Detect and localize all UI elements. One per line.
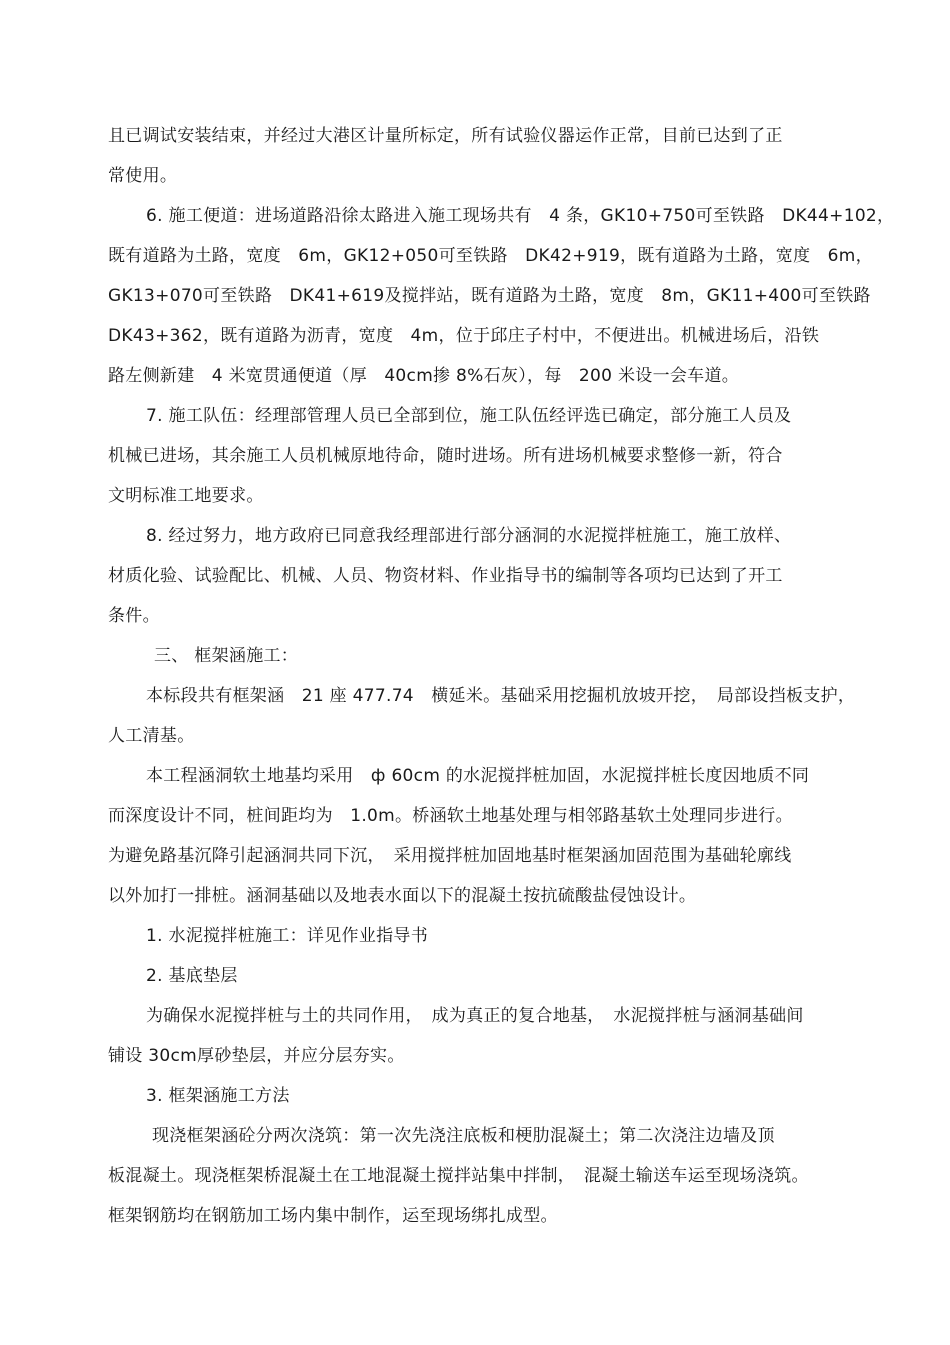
subheading: 3. 框架涵施工方法 [146,1086,290,1106]
text-line: 路左侧新建 4 米宽贯通便道（厚 40cm掺 8%石灰），每 200 米设一会车道。 [108,366,740,386]
text-line: 8. 经过努力，地方政府已同意我经理部进行部分涵洞的水泥搅拌桩施工，施工放样、 [146,526,792,546]
text-line: 人工清基。 [108,726,195,746]
text-line: 机械已进场，其余施工人员机械原地待命，随时进场。所有进场机械要求整修一新，符合 [108,446,783,466]
text-line: 铺设 30cm厚砂垫层，并应分层夯实。 [108,1046,405,1066]
text-line: 常使用。 [108,166,178,186]
text-line: 既有道路为土路，宽度 6m，GK12+050可至铁路 DK42+919，既有道路为土路，宽度 6m， [108,246,873,266]
text-line: 且已调试安装结束，并经过大港区计量所标定，所有试验仪器运作正常，目前已达到了正 [108,126,783,146]
text-line: 6. 施工便道：进场道路沿徐太路进入施工现场共有 4 条，GK10+750可至铁路 DK44+102， [146,206,895,226]
text-line: 本标段共有框架涵 21 座 477.74 横延米。基础采用挖掘机放坡开挖， 局部设挡板支护， [146,686,856,706]
text-line: 现浇框架涵砼分两次浇筑：第一次先浇注底板和梗肋混凝土；第二次浇注边墙及顶 [152,1126,775,1146]
text-line: GK13+070可至铁路 DK41+619及搅拌站，既有道路为土路，宽度 8m，GK11+400可至铁路 [108,286,871,306]
text-line: 为确保水泥搅拌桩与土的共同作用， 成为真正的复合地基， 水泥搅拌桩与涵洞基础间 [146,1006,804,1026]
text-line: 7. 施工队伍：经理部管理人员已全部到位，施工队伍经评选已确定，部分施工人员及 [146,406,792,426]
section-heading: 三、 框架涵施工： [154,646,299,666]
text-line: 板混凝土。现浇框架桥混凝土在工地混凝土搅拌站集中拌制， 混凝土输送车运至现场浇筑。 [108,1166,809,1186]
text-line: 本工程涵洞软土地基均采用 ф 60cm 的水泥搅拌桩加固，水泥搅拌桩长度因地质不同 [146,766,810,786]
text-line: 以外加打一排桩。涵洞基础以及地表水面以下的混凝土按抗硫酸盐侵蚀设计。 [108,886,697,906]
text-line: 而深度设计不同，桩间距均为 1.0m。桥涵软土地基处理与相邻路基软土处理同步进行。 [108,806,793,826]
text-line: 为避免路基沉降引起涵洞共同下沉， 采用搅拌桩加固地基时框架涵加固范围为基础轮廓线 [108,846,792,866]
subheading: 1. 水泥搅拌桩施工：详见作业指导书 [146,926,429,946]
text-line: 条件。 [108,606,160,626]
text-line: 文明标准工地要求。 [108,486,264,506]
text-line: DK43+362，既有道路为沥青，宽度 4m，位于邱庄子村中，不便进出。机械进场后，沿铁 [108,326,820,346]
subheading: 2. 基底垫层 [146,966,238,986]
text-line: 框架钢筋均在钢筋加工场内集中制作，运至现场绑扎成型。 [108,1206,558,1226]
text-line: 材质化验、试验配比、机械、人员、物资材料、作业指导书的编制等各项均已达到了开工 [108,566,783,586]
